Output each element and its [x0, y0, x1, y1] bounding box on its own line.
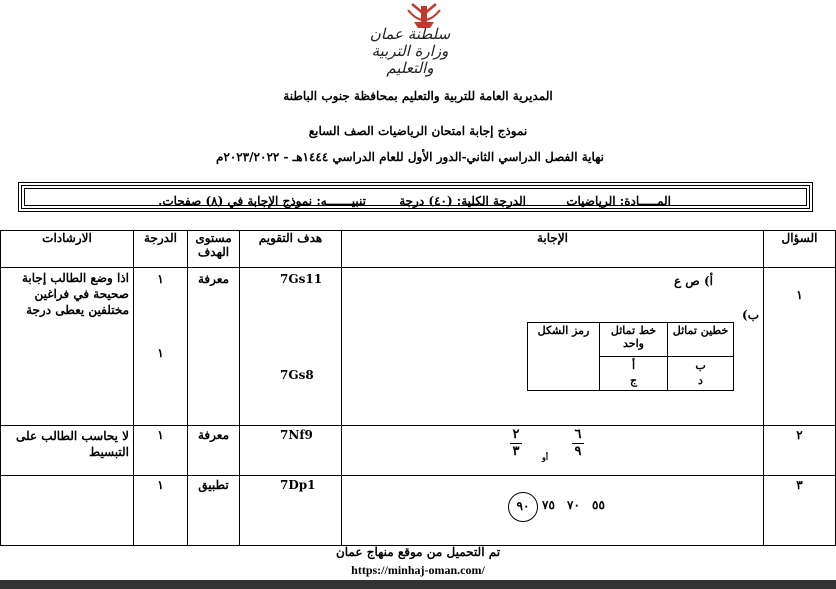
sub-cell-j: ج — [629, 374, 638, 387]
sub-header-one-line: خط تماثل واحد — [600, 323, 668, 357]
header-answer: الإجابة — [342, 231, 764, 268]
row1-grade2: ١ — [157, 346, 164, 360]
row3-target: 7Dp1 — [280, 478, 316, 492]
value-70: ٧٠ — [567, 498, 580, 512]
table-row — [0, 476, 836, 546]
table-header-row — [0, 231, 836, 268]
header-grade: الدرجة — [134, 231, 188, 268]
exam-title: نموذج إجابة امتحان الرياضيات الصف السابع — [308, 124, 528, 138]
answer-table — [0, 230, 836, 546]
header-level: مستوى الهدف — [188, 231, 240, 268]
header-target: هدف التقويم — [240, 231, 342, 268]
row1-question-number: ١ — [796, 288, 803, 302]
row2-guidance: لا يحاسب الطالب على التبسيط — [15, 429, 129, 459]
row1-answer-a: أ) ص ع — [673, 274, 713, 288]
fraction-2-3: ٢ ٣ — [506, 428, 526, 459]
row1-level: معرفة — [197, 272, 229, 286]
site-url-link[interactable]: https://minhaj-oman.com/ — [351, 563, 485, 577]
row1-grade1: ١ — [157, 272, 164, 286]
sub-cell-a: أ — [631, 359, 636, 372]
sub-cell-b: ب — [695, 359, 706, 372]
info-box — [18, 182, 813, 212]
header-question: السؤال — [764, 231, 836, 268]
row2-target: 7Nf9 — [280, 428, 313, 442]
row1-target1: 7Gs11 — [280, 272, 323, 286]
row1-target2: 7Gs8 — [280, 368, 314, 382]
row1-answer-b: ب) — [742, 308, 759, 322]
download-note: تم التحميل من موقع منهاج عمان — [335, 545, 501, 559]
row3-level: تطبيق — [198, 478, 229, 492]
sub-cell-d: د — [698, 374, 703, 387]
row2-question-number: ٢ — [796, 428, 803, 442]
row1-guidance: اذا وضع الطالب إجابة صحيحة في فراغين مختلفين يعطى درجة — [21, 271, 129, 317]
directorate-title: المديرية العامة للتربية والتعليم بمحافظة جنوب الباطنة — [283, 89, 553, 103]
row3-grade: ١ — [157, 478, 164, 492]
term-title: نهاية الفصل الدراسي الثاني-الدور الأول للعام الدراسي ١٤٤٤هـ - ٢٠٢٣/٢٠٢٢م — [215, 150, 605, 164]
value-55: ٥٥ — [592, 498, 605, 512]
fraction-6-9: ٦ ٩ — [568, 428, 588, 459]
subject-label: المـــــادة: الرياضيات — [566, 194, 671, 208]
sub-header-shape-symbol: رمز الشكل — [528, 323, 600, 391]
header-guidance: الارشادات — [1, 231, 134, 268]
note-label: تنبيـــــــه: نموذج الإجابة في (٨) صفحات. — [158, 194, 366, 208]
row2-level: معرفة — [197, 428, 229, 442]
symmetry-table — [527, 322, 734, 391]
row3-question-number: ٣ — [796, 478, 803, 492]
total-grade-label: الدرجة الكلية: (٤٠) درجة — [399, 194, 526, 208]
table-row — [0, 268, 836, 426]
circled-answer: ٩٠ — [508, 492, 538, 522]
or-label: أو — [542, 452, 549, 462]
ministry-logo-text: سلطنة عمان وزارة التربية والتعليم — [369, 25, 451, 77]
table-row — [0, 426, 836, 476]
value-75: ٧٥ — [542, 498, 555, 512]
sub-header-two-lines: خطين تماثل — [668, 323, 734, 357]
bottom-bar — [0, 580, 836, 589]
row2-grade: ١ — [157, 428, 164, 442]
